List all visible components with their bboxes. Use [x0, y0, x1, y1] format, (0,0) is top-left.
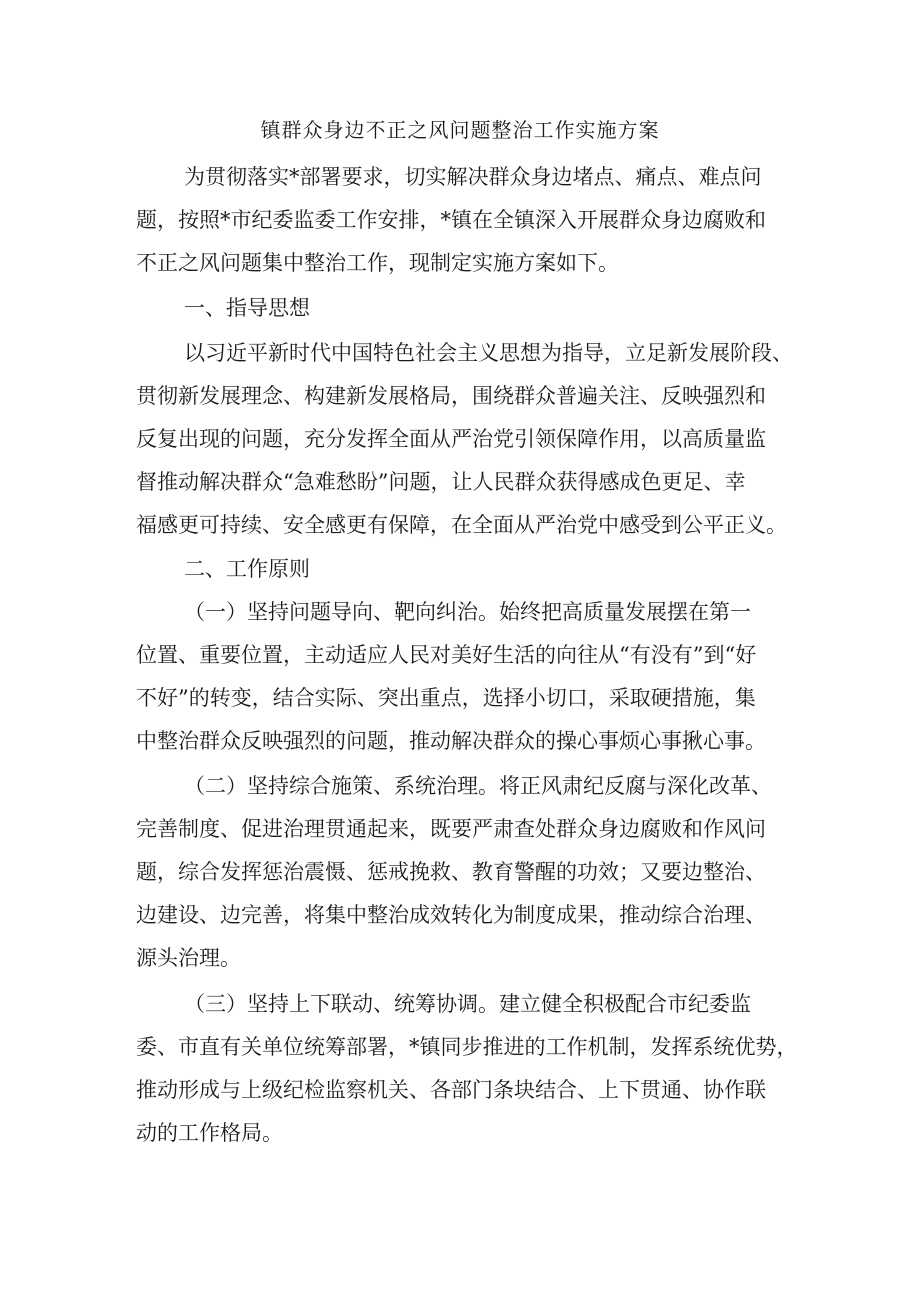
intro-line-3: 不正之风问题集中整治工作，现制定实施方案如下。: [136, 251, 619, 275]
principle1-line-3: 不好”的转变，结合实际、突出重点，选择小切口，采取硬措施，集: [136, 686, 756, 710]
principle3-line-4: 动的工作格局。: [136, 1121, 283, 1145]
principle2-line-2: 完善制度、促进治理贯通起来，既要严肃查处群众身边腐败和作风问: [136, 817, 766, 841]
section1-line-2: 贯彻新发展理念、构建新发展格局，围绕群众普遍关注、反映强烈和: [136, 384, 766, 408]
section1-line-1: 以习近平新时代中国特色社会主义思想为指导，立足新发展阶段、: [184, 341, 793, 365]
principle3-line-1: （三）坚持上下联动、统筹协调。建立健全积极配合市纪委监: [184, 992, 751, 1016]
intro-line-2: 题，按照*市纪委监委工作安排，*镇在全镇深入开展群众身边腐败和: [136, 208, 766, 232]
principle2-line-1: （二）坚持综合施策、系统治理。将正风肃纪反腐与深化改革、: [184, 774, 772, 798]
principle2-line-5: 源头治理。: [136, 946, 241, 970]
section1-line-3: 反复出现的问题，充分发挥全面从严治党引领保障作用，以高质量监: [136, 427, 766, 451]
principle2-line-4: 边建设、边完善，将集中整治成效转化为制度成果，推动综合治理、: [136, 903, 766, 927]
section-heading-guiding-ideology: 一、指导思想: [184, 296, 310, 320]
document-title: 镇群众身边不正之风问题整治工作实施方案: [260, 118, 660, 142]
section-heading-work-principles: 二、工作原则: [184, 557, 310, 581]
principle1-line-1: （一）坚持问题导向、靶向纠治。始终把高质量发展摆在第一: [184, 600, 751, 624]
principle1-line-4: 中整治群众反映强烈的问题，推动解决群众的操心事烦心事揪心事。: [136, 729, 766, 753]
principle3-line-2: 委、市直有关单位统筹部署，*镇同步推进的工作机制，发挥系统优势，: [136, 1035, 798, 1059]
intro-line-1: 为贯彻落实*部署要求，切实解决群众身边堵点、痛点、难点问: [184, 165, 762, 189]
section1-line-5: 福感更可持续、安全感更有保障，在全面从严治党中感受到公平正义。: [136, 513, 787, 537]
principle3-line-3: 推动形成与上级纪检监察机关、各部门条块结合、上下贯通、协作联: [136, 1078, 766, 1102]
principle2-line-3: 题，综合发挥惩治震慑、惩戒挽救、教育警醒的功效；又要边整治、: [136, 860, 766, 884]
section1-line-4: 督推动解决群众“急难愁盼”问题，让人民群众获得感成色更足、幸: [136, 470, 746, 494]
principle1-line-2: 位置、重要位置，主动适应人民对美好生活的向往从“有没有”到“好: [136, 643, 757, 667]
